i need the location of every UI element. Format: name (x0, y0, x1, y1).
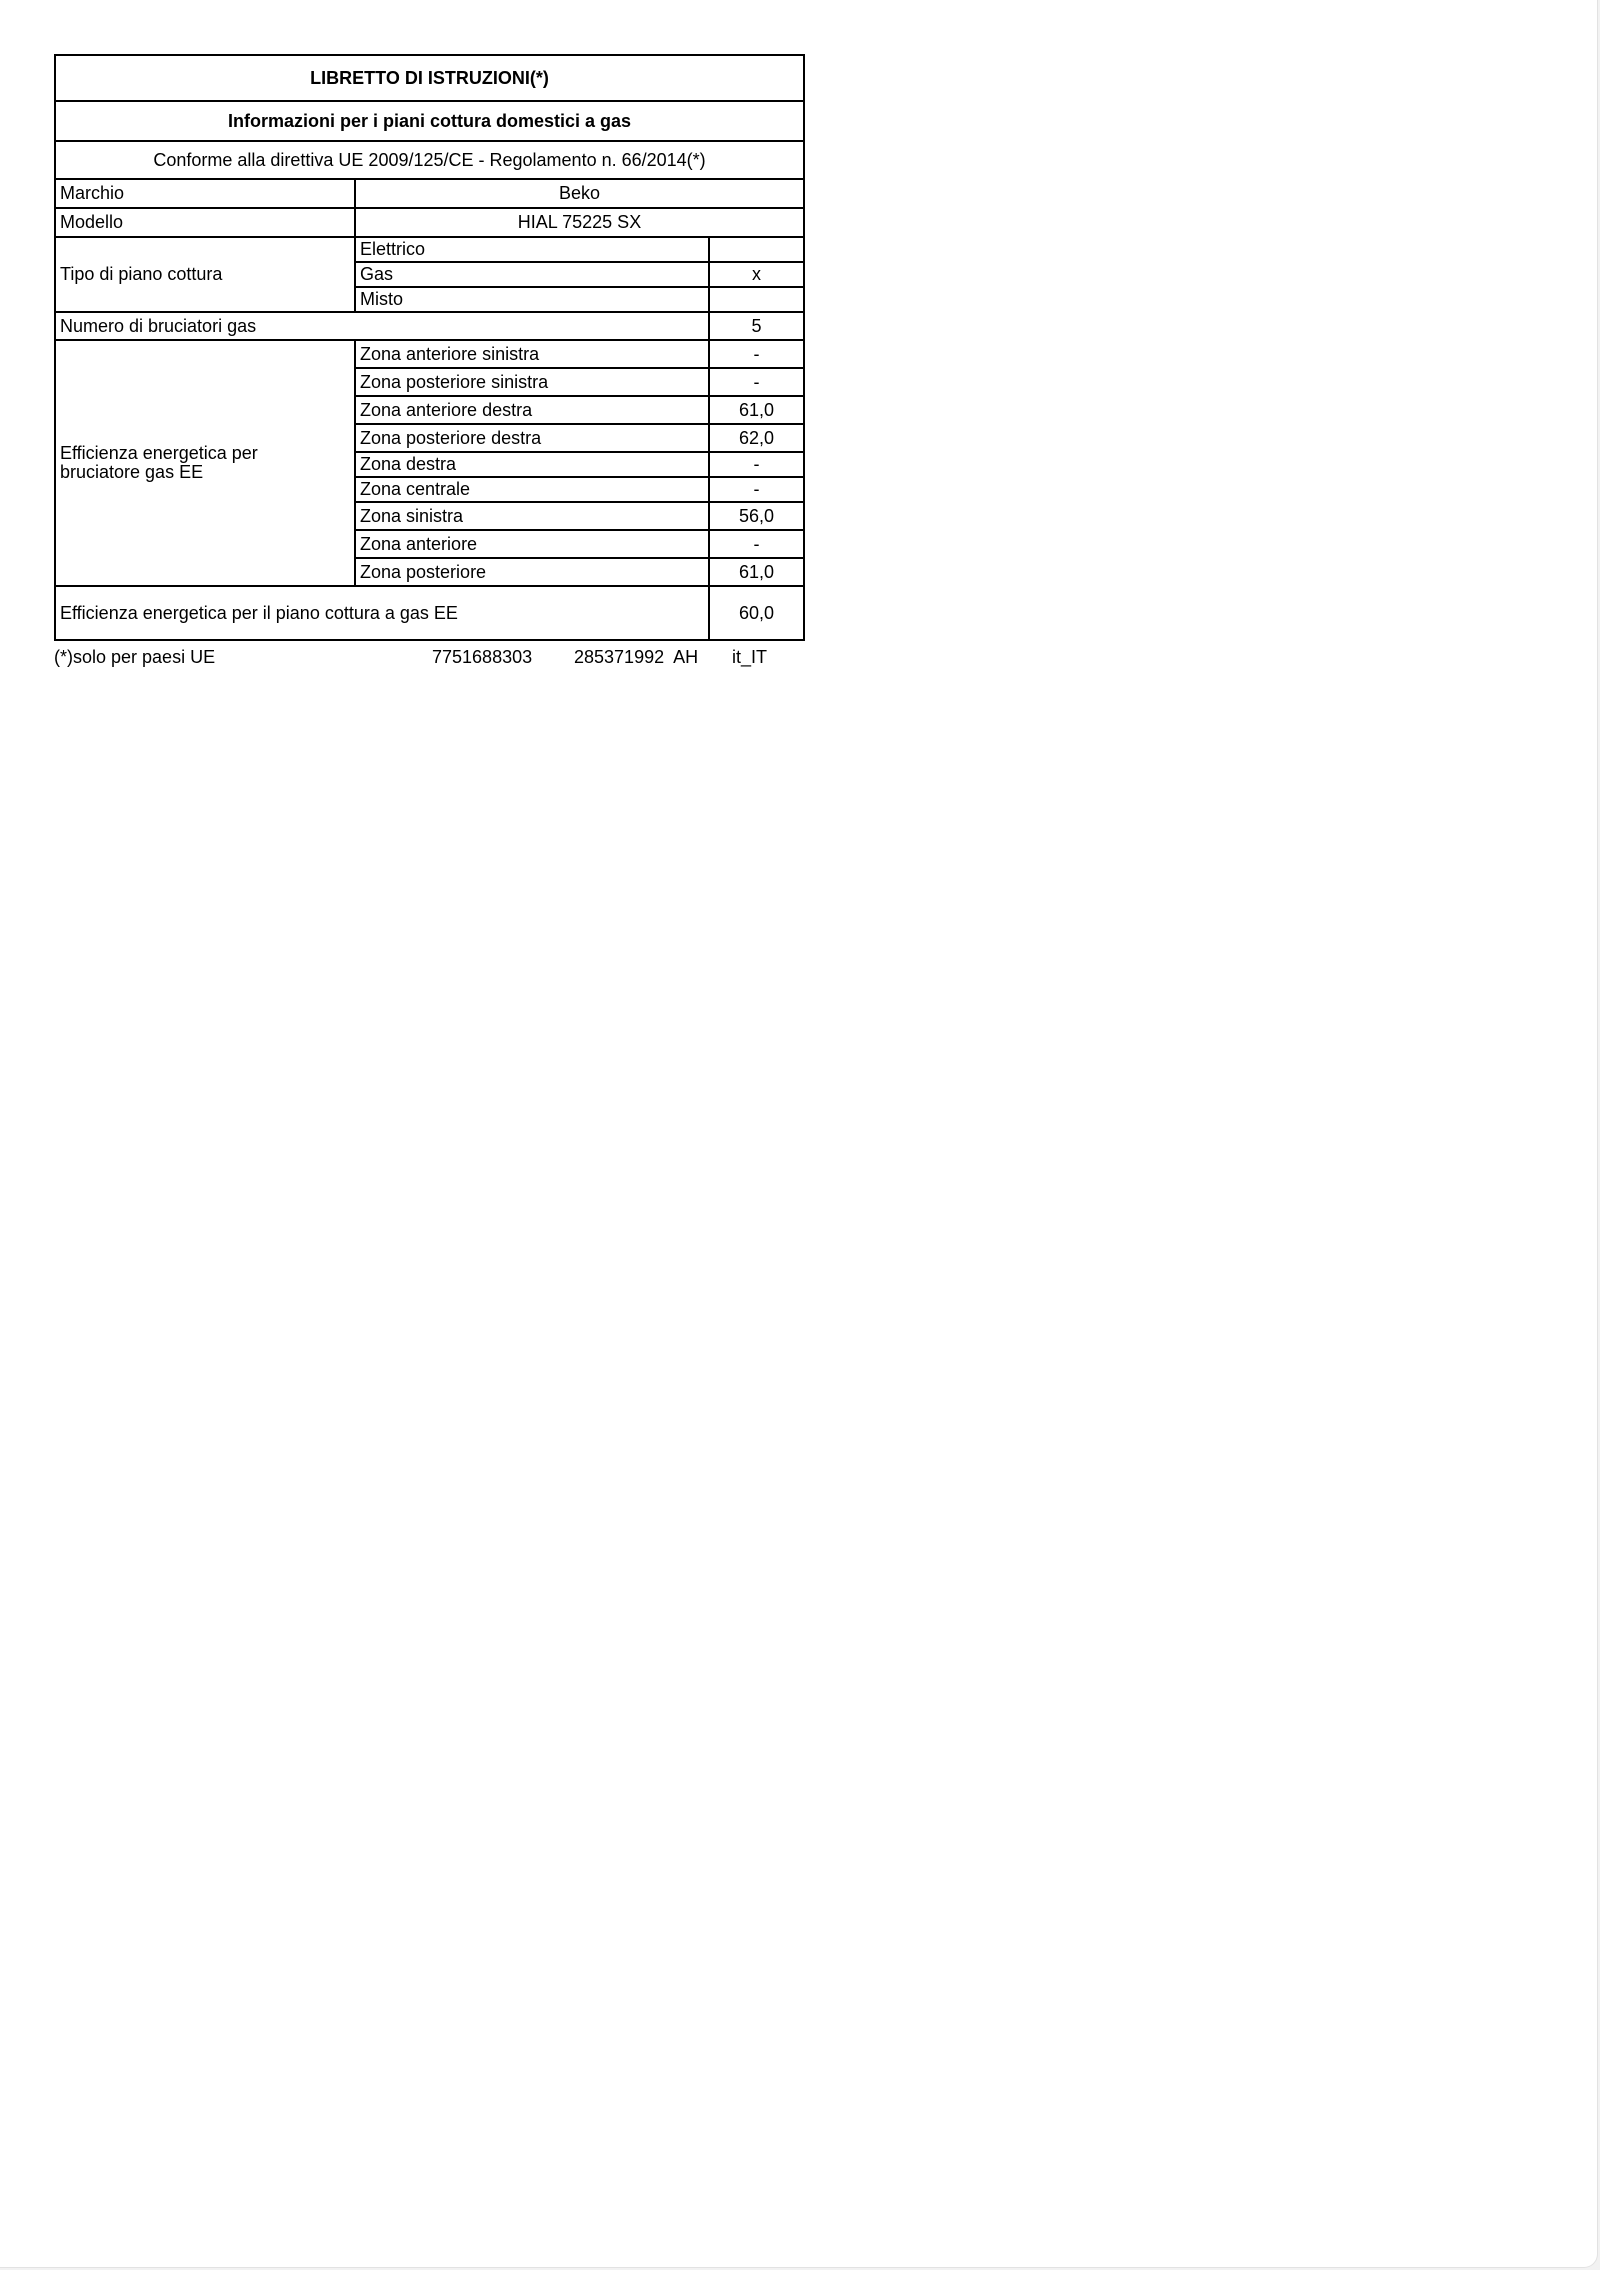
product-info-table (54, 54, 805, 641)
zone-name: Zona anteriore sinistra (355, 340, 709, 368)
total-efficiency-row (55, 586, 804, 640)
zone-name: Zona destra (355, 452, 709, 477)
hob-type-option: Elettrico (355, 237, 709, 262)
directive-row (55, 141, 804, 179)
document-subtitle: Informazioni per i piani cottura domestici a gas (55, 101, 804, 141)
zone-name: Zona posteriore destra (355, 424, 709, 452)
title-row (55, 55, 804, 101)
burners-label: Numero di bruciatori gas (55, 312, 709, 340)
zone-name: Zona posteriore (355, 558, 709, 586)
footer-code-1: 7751688303 (432, 647, 533, 667)
zone-value: - (709, 452, 804, 477)
footer-note: (*)solo per paesi UE (54, 647, 216, 667)
brand-value: Beko (355, 179, 804, 208)
hob-type-mark: x (709, 262, 804, 287)
total-efficiency-label: Efficienza energetica per il piano cottura a gas EE (55, 586, 709, 640)
zone-value: 56,0 (709, 502, 804, 530)
zone-name: Zona anteriore (355, 530, 709, 558)
hob-type-option: Gas (355, 262, 709, 287)
hob-type-mark (709, 287, 804, 312)
brand-label: Marchio (55, 179, 355, 208)
zone-name: Zona anteriore destra (355, 396, 709, 424)
footer-locale: it_IT (732, 647, 768, 667)
product-info-sheet (54, 54, 803, 677)
total-efficiency-value: 60,0 (709, 586, 804, 640)
zone-value: 61,0 (709, 558, 804, 586)
subtitle-row (55, 101, 804, 141)
zone-value: - (709, 477, 804, 502)
directive-text: Conforme alla direttiva UE 2009/125/CE - Regolamento n. 66/2014(*) (55, 141, 804, 179)
model-label: Modello (55, 208, 355, 237)
hob-type-row (55, 237, 804, 262)
zone-row (55, 340, 804, 368)
zone-value: 62,0 (709, 424, 804, 452)
hob-type-label: Tipo di piano cottura (55, 237, 355, 312)
model-value: HIAL 75225 SX (355, 208, 804, 237)
zone-name: Zona sinistra (355, 502, 709, 530)
footer (54, 647, 803, 677)
brand-row (55, 179, 804, 208)
burners-row (55, 312, 804, 340)
zone-value: - (709, 340, 804, 368)
zone-value: - (709, 530, 804, 558)
burners-value: 5 (709, 312, 804, 340)
zone-value: - (709, 368, 804, 396)
zone-value: 61,0 (709, 396, 804, 424)
zone-name: Zona centrale (355, 477, 709, 502)
footer-code-2: 285371992 AH (574, 647, 699, 667)
zone-name: Zona posteriore sinistra (355, 368, 709, 396)
hob-type-option: Misto (355, 287, 709, 312)
burner-efficiency-label: Efficienza energetica per bruciatore gas EE (55, 340, 355, 586)
document-title: LIBRETTO DI ISTRUZIONI(*) (55, 55, 804, 101)
hob-type-mark (709, 237, 804, 262)
model-row (55, 208, 804, 237)
